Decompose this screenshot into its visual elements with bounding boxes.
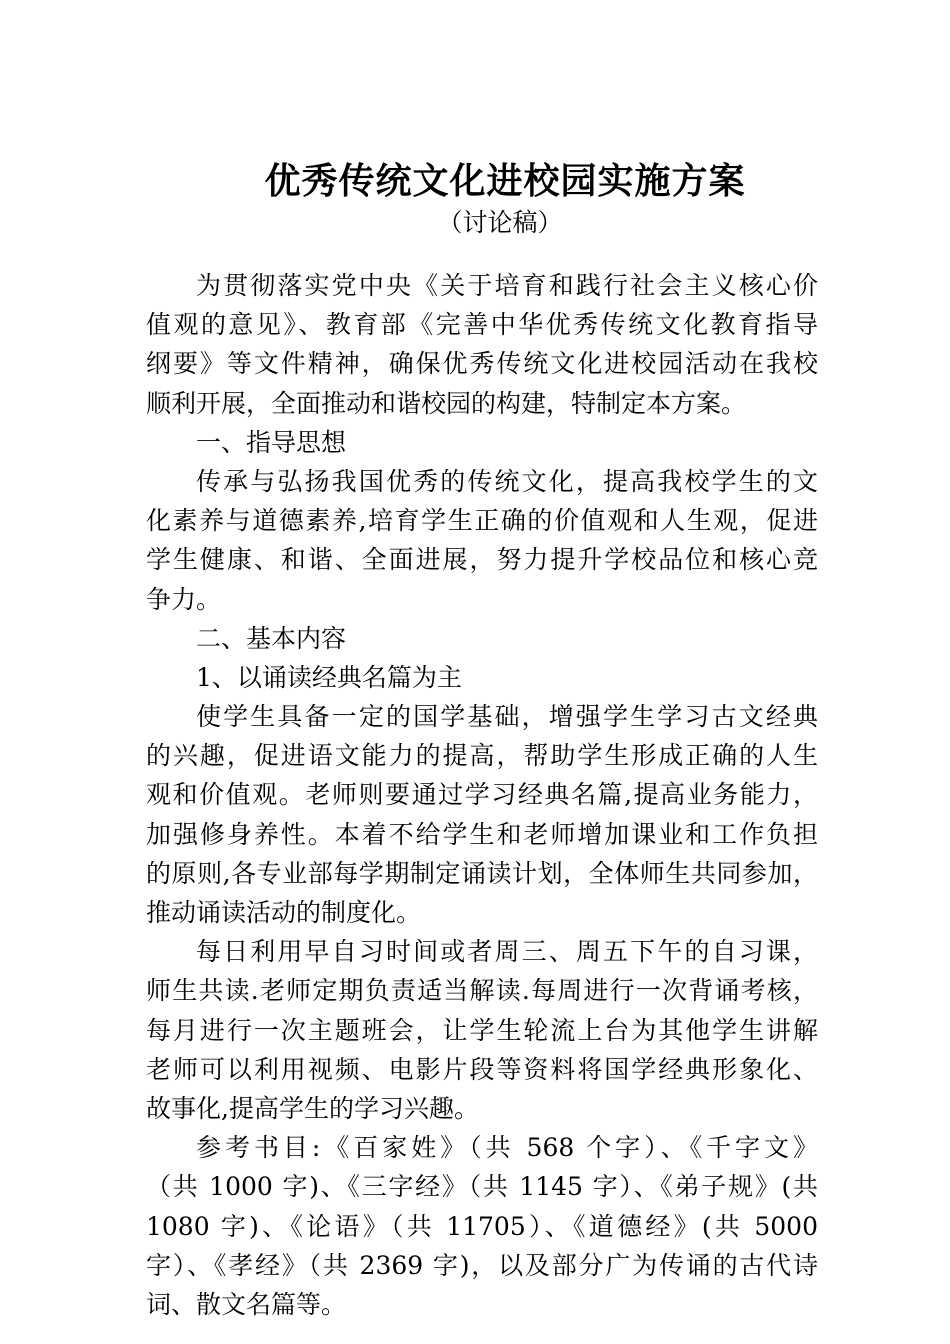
- body-text-line: 为贯彻落实党中央《关于培育和践行社会主义核心价: [196, 271, 818, 300]
- body-text-line: 词、散文名篇等。: [146, 1289, 347, 1319]
- body-text-line: 推动诵读活动的制度化。: [146, 898, 422, 927]
- body-text-line: 二、基本内容: [196, 623, 347, 653]
- body-text-line: 的原则,各专业部每学期制定诵读计划，全体师生共同参加，: [146, 858, 818, 888]
- body-text-line: 参考书目:《百家姓》（共 568 个字）、《千字文》: [196, 1133, 818, 1163]
- body-text-line: 1080 字)、《论语》（共 11705）、《道德经》(共 5000: [146, 1211, 818, 1241]
- body-text-line: 一、指导思想: [196, 427, 347, 457]
- body-text-line: 争力。: [146, 584, 222, 614]
- body-text-line: 传承与弘扬我国优秀的传统文化，提高我校学生的文: [196, 466, 818, 496]
- document-body: [146, 266, 818, 1324]
- body-text-line: 值观的意见》、教育部《完善中华优秀传统文化教育指导: [146, 310, 818, 340]
- body-text-line: 老师可以利用视频、电影片段等资料将国学经典形象化、: [146, 1054, 818, 1084]
- body-text-line: 的兴趣，促进语文能力的提高，帮助学生形成正确的人生: [146, 741, 818, 771]
- document-subtitle: （讨论稿）: [437, 208, 563, 237]
- body-text-line: 顺利开展，全面推动和谐校园的构建，特制定本方案。: [146, 388, 747, 418]
- body-text-line: 故事化,提高学生的学习兴趣。: [146, 1093, 479, 1123]
- body-text-line: 纲要》等文件精神，确保优秀传统文化进校园活动在我校: [146, 349, 818, 379]
- document-title: 优秀传统文化进校园实施方案: [264, 161, 746, 202]
- body-text-line: 1、以诵读经典名篇为主: [196, 662, 462, 692]
- body-text-line: （共 1000 字)、《三字经》（共 1145 字）、《弟子规》(共: [146, 1172, 818, 1202]
- body-text-line: 每月进行一次主题班会，让学生轮流上台为其他学生讲解: [146, 1015, 818, 1045]
- body-text-line: 学生健康、和谐、全面进展，努力提升学校品位和核心竞: [146, 545, 818, 575]
- body-text-line: 加强修身养性。本着不给学生和老师增加课业和工作负担: [146, 819, 818, 849]
- body-text-line: 字）、《孝经》（共 2369 字)，以及部分广为传诵的古代诗: [146, 1250, 818, 1280]
- body-text-line: 化素养与道德素养,培育学生正确的价值观和人生观，促进: [146, 506, 818, 536]
- body-text-line: 每日利用早自习时间或者周三、周五下午的自习课，: [196, 937, 818, 967]
- body-text-line: 师生共读.老师定期负责适当解读.每周进行一次背诵考核，: [146, 976, 818, 1006]
- body-text-line: 观和价值观。老师则要通过学习经典名篇,提高业务能力，: [146, 780, 818, 810]
- body-text-line: 使学生具备一定的国学基础，增强学生学习古文经典: [196, 702, 818, 732]
